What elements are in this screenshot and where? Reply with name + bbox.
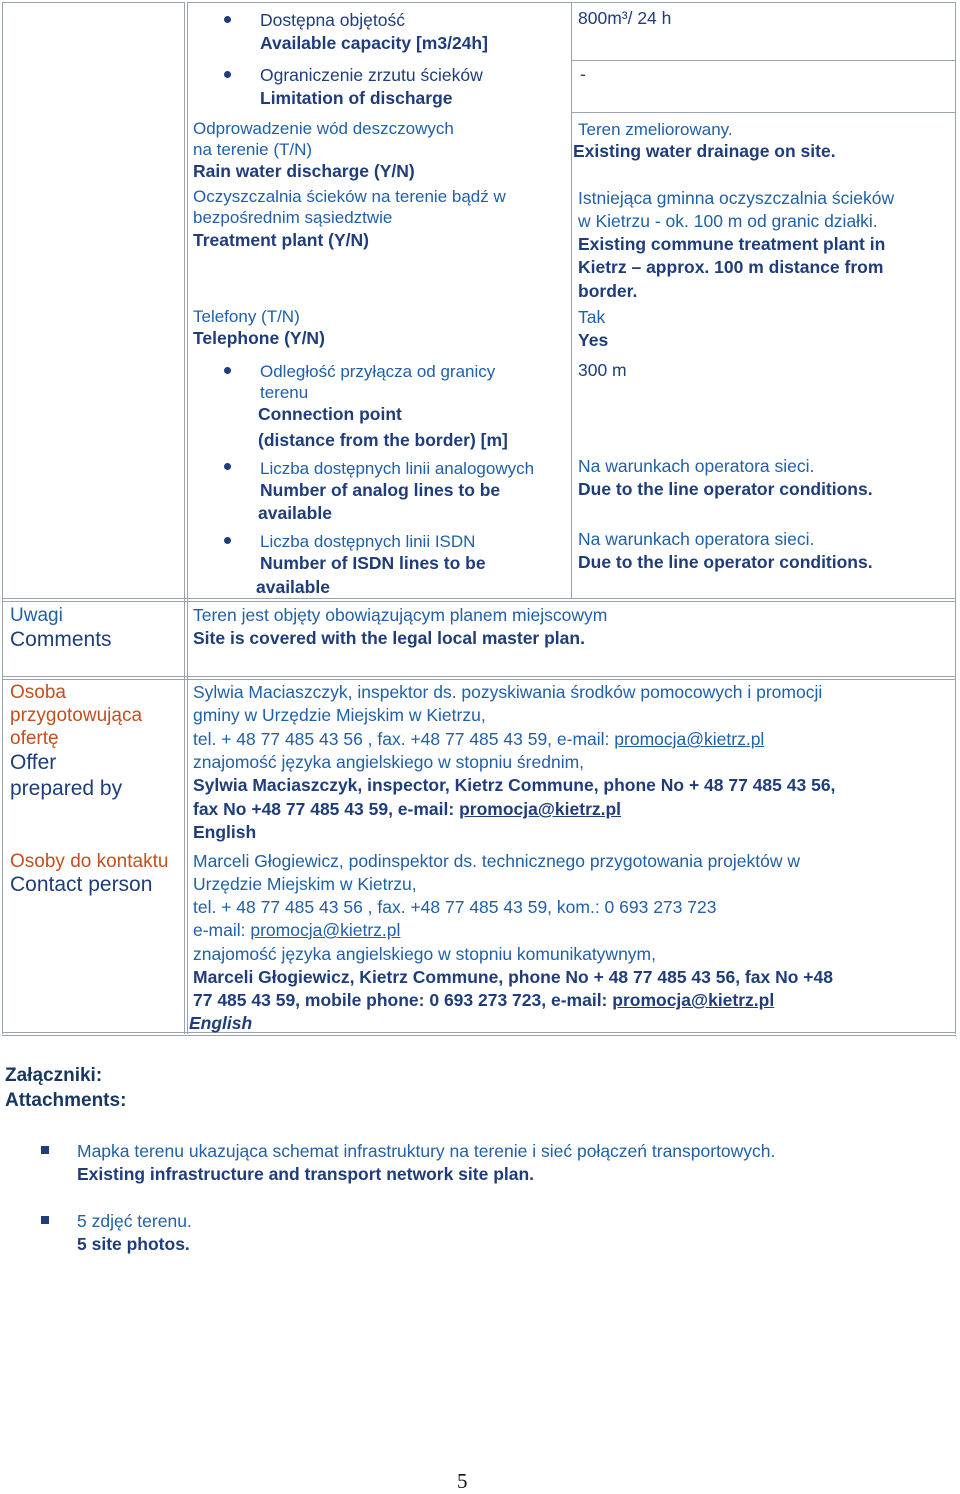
treatment-value-3: Existing commune treatment plant in [578,234,886,254]
analog-label-en1: Number of analog lines to be [260,480,501,500]
connection-label-en1: Connection point [258,404,402,424]
isdn-label-en1: Number of ISDN lines to be [260,553,486,573]
rain-label-en: Rain water discharge (Y/N) [193,161,415,181]
offer-fax-text: fax No +48 77 485 43 59, e-mail: [193,799,460,819]
bullet-icon [224,537,231,544]
bullet-icon [224,16,231,23]
square-bullet-icon [41,1216,49,1224]
isdn-label-pl: Liczba dostępnych linii ISDN [260,532,476,551]
connection-label-pl1: Odległość przyłącza od granicy [260,362,496,381]
treatment-value-2: w Kietrzu - ok. 100 m od granic działki. [578,211,878,231]
contact-line-6: Marceli Głogiewicz, Kietrz Commune, phone No + 48 77 485 43 56, fax No +48 [193,967,833,987]
contact-line-1: Marceli Głogiewicz, podinspektor ds. technicznego przygotowania projektów w [193,851,800,871]
page-number: 5 [457,1469,468,1493]
discharge-value: - [580,64,586,84]
offer-label-pl2: przygotowująca [10,705,143,726]
connection-value: 300 m [578,360,627,380]
discharge-label-pl: Ograniczenie zrzutu ścieków [260,65,483,85]
contact-email-link-en[interactable]: promocja@kietrz.pl [612,990,775,1010]
offer-label-en1: Offer [10,751,57,774]
telephone-value-en: Yes [578,330,609,350]
bullet-icon [224,71,231,78]
telephone-label-pl: Telefony (T/N) [193,307,300,326]
rain-label-pl2: na terenie (T/N) [193,140,313,159]
offer-email-link-en[interactable]: promocja@kietrz.pl [459,799,622,819]
comments-label-pl: Uwagi [10,605,63,626]
attachment-1-en: Existing infrastructure and transport network site plan. [77,1164,535,1184]
isdn-value-en: Due to the line operator conditions. [578,552,873,572]
contact-line-2: Urzędzie Miejskim w Kietrzu, [193,874,417,894]
offer-line-6 [193,798,621,821]
rain-value-en: Existing water drainage on site. [573,141,836,161]
offer-line-3 [193,728,764,751]
connection-label-pl2: terenu [260,383,309,402]
contact-line-5: znajomość języka angielskiego w stopniu komunikatywnym, [193,944,656,964]
contact-mobile-text: 77 485 43 59, mobile phone: 0 693 273 723, e-mail: [193,990,613,1010]
treatment-label-pl1: Oczyszczalnia ścieków na terenie bądź w [193,187,506,206]
attachments-label-en: Attachments: [5,1090,127,1111]
offer-line-1: Sylwia Maciaszczyk, inspektor ds. pozyskiwania środków pomocowych i promocji [193,682,823,702]
attachment-2-pl: 5 zdjęć terenu. [77,1211,192,1231]
offer-line-4: znajomość języka angielskiego w stopniu średnim, [193,752,585,772]
telephone-label-en: Telephone (Y/N) [193,328,325,348]
connection-label-en2: (distance from the border) [m] [258,430,508,450]
treatment-label-pl2: bezpośrednim sąsiedztwie [193,208,393,227]
treatment-value-5: border. [578,281,638,301]
attachments-label-pl: Załączniki: [5,1065,103,1086]
comments-text-en: Site is covered with the legal local master plan. [193,628,585,648]
analog-value-pl: Na warunkach operatora sieci. [578,456,815,476]
contact-label-pl: Osoby do kontaktu [10,851,169,872]
capacity-value: 800m³/ 24 h [578,8,672,28]
offer-contact-text: tel. + 48 77 485 43 56 , fax. +48 77 485 43 59, e-mail: [193,729,615,749]
telephone-value-pl: Tak [578,307,606,327]
attachment-1-pl: Mapka terenu ukazująca schemat infrastruktury na terenie i sieć połączeń transportowych. [77,1141,776,1161]
comments-label-en: Comments [10,628,112,651]
square-bullet-icon [41,1146,49,1154]
analog-value-en: Due to the line operator conditions. [578,479,873,499]
bullet-icon [224,463,231,470]
contact-email-prefix: e-mail: [193,920,251,940]
treatment-value-4: Kietrz – approx. 100 m distance from [578,257,884,277]
offer-line-7: English [193,822,257,842]
comments-text-pl: Teren jest objęty obowiązującym planem miejscowym [193,605,608,625]
rain-value-pl: Teren zmeliorowany. [578,120,733,139]
contact-line-8: English [189,1013,253,1033]
offer-line-2: gminy w Urzędzie Miejskim w Kietrzu, [193,705,486,725]
contact-line-7 [193,989,774,1012]
capacity-label-en: Available capacity [m3/24h] [260,33,488,53]
analog-label-en2: available [258,503,332,523]
attachment-2-en: 5 site photos. [77,1234,190,1254]
analog-label-pl: Liczba dostępnych linii analogowych [260,459,535,478]
offer-label-en2: prepared by [10,777,123,800]
treatment-label-en: Treatment plant (Y/N) [193,230,369,250]
contact-label-en: Contact person [10,873,153,896]
offer-email-link[interactable]: promocja@kietrz.pl [614,729,765,749]
contact-line-4 [193,919,400,942]
offer-label-pl1: Osoba [10,682,66,703]
isdn-label-en2: available [256,577,330,597]
rain-label-pl1: Odprowadzenie wód deszczowych [193,119,454,138]
contact-line-3: tel. + 48 77 485 43 56 , fax. +48 77 485 43 59, kom.: 0 693 273 723 [193,897,717,917]
capacity-label-pl: Dostępna objętość [260,10,405,30]
bullet-icon [224,367,231,374]
discharge-label-en: Limitation of discharge [260,88,453,108]
offer-line-5: Sylwia Maciaszczyk, inspector, Kietrz Commune, phone No + 48 77 485 43 56, [193,775,836,795]
treatment-value-1: Istniejąca gminna oczyszczalnia ścieków [578,188,895,208]
contact-email-link[interactable]: promocja@kietrz.pl [250,920,401,940]
isdn-value-pl: Na warunkach operatora sieci. [578,529,815,549]
offer-label-pl3: ofertę [10,728,59,749]
